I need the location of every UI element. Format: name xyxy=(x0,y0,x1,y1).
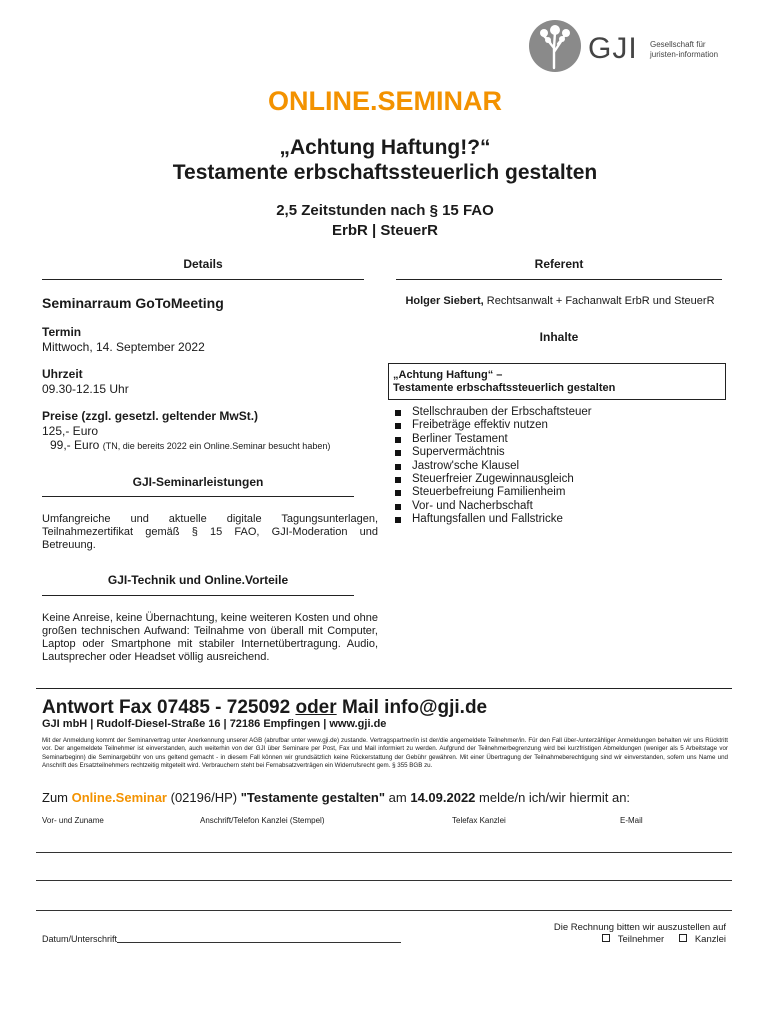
topic-item: Jastrow'sche Klausel xyxy=(394,460,592,473)
reg-title: "Testamente gestalten" xyxy=(240,790,386,805)
reply-or: oder xyxy=(295,697,337,718)
option-firm: Kanzlei xyxy=(694,934,726,945)
price-reduced-value: 99,- Euro xyxy=(50,438,100,452)
topic-item: Berliner Testament xyxy=(394,433,592,446)
invoice-options xyxy=(500,922,726,946)
topic-item: Vor- und Nacherbschaft xyxy=(394,500,592,513)
speaker-role: Rechtsanwalt + Fachanwalt ErbR und SteuerR xyxy=(486,295,715,307)
credit-hours: 2,5 Zeitstunden nach § 15 FAO xyxy=(276,202,494,219)
gji-logo xyxy=(528,18,738,76)
reg-suffix: melde/n ich/wir hiermit an: xyxy=(479,790,631,805)
tech-rule xyxy=(42,595,354,596)
title-line-1: „Achtung Haftung!?“ xyxy=(279,136,491,159)
option-participant: Teilnehmer xyxy=(617,934,665,945)
venue: Seminarraum GoToMeeting xyxy=(42,295,224,311)
topic-list xyxy=(394,406,592,527)
topic-item: Steuerbefreiung Familienheim xyxy=(394,486,592,499)
speaker-line xyxy=(390,295,730,307)
details-rule xyxy=(42,279,364,280)
tree-emblem-icon xyxy=(528,18,582,74)
signature-line xyxy=(117,942,401,943)
date-label: Termin xyxy=(42,325,82,339)
field-label-fax: Telefax Kanzlei xyxy=(452,816,506,825)
tech-text: Keine Anreise, keine Übernachtung, keine weiteren Kosten und ohne großen technischen Aufwand: Teilnahme von überall mit Computer, Laptop oder Smartphone mit stabiler Internetübertragung. Audio, Lautsprecher oder Headset völlig ausreichend. xyxy=(42,612,378,663)
logo-subtitle-2: juristen-information xyxy=(650,50,719,59)
entry-line-2[interactable] xyxy=(36,880,732,881)
logo-wordmark: GJI xyxy=(588,32,638,65)
time-label: Uhrzeit xyxy=(42,367,83,381)
field-label-email: E-Mail xyxy=(620,816,643,825)
checkbox-firm[interactable] xyxy=(679,934,687,942)
reg-code: (02196/HP) xyxy=(170,790,238,805)
logo-subtitle-1: Gesellschaft für xyxy=(650,40,706,49)
services-text: Umfangreiche und aktuelle digitale Tagungsunterlagen, Teilnahmezertifikat gemäß § 15 FAO, GJI-Moderation und Betreuung. xyxy=(42,513,378,551)
reg-type: Online.Seminar xyxy=(71,790,167,805)
services-heading: GJI-Seminarleistungen xyxy=(132,475,264,489)
field-label-name: Vor- und Zuname xyxy=(42,816,104,825)
price-reduced-note: (TN, die bereits 2022 ein Online.Seminar besucht haben) xyxy=(102,441,331,451)
speaker-heading: Referent xyxy=(534,257,584,271)
reply-fax: Antwort Fax 07485 - 725092 xyxy=(42,697,291,718)
topic-item: Steuerfreier Zugewinnausgleich xyxy=(394,473,592,486)
tech-heading: GJI-Technik und Online.Vorteile xyxy=(107,573,289,587)
reply-contact xyxy=(42,697,487,719)
date-value: Mittwoch, 14. September 2022 xyxy=(42,340,205,354)
speaker-rule xyxy=(396,279,722,280)
topic-item: Supervermächtnis xyxy=(394,446,592,459)
signature-field[interactable] xyxy=(42,934,401,944)
reg-am: am xyxy=(388,790,407,805)
price-label: Preise (zzgl. gesetzl. geltender MwSt.) xyxy=(42,409,259,423)
company-address: GJI mbH | Rudolf-Diesel-Straße 16 | 72186 Empfingen | www.gji.de xyxy=(42,718,387,730)
reg-date: 14.09.2022 xyxy=(410,790,476,805)
details-heading: Details xyxy=(183,257,223,271)
speaker-name: Holger Siebert, xyxy=(405,295,484,307)
registration-statement xyxy=(42,790,630,805)
invoice-choices xyxy=(500,934,726,946)
signature-label: Datum/Unterschrift xyxy=(42,934,118,944)
legal-areas: ErbR | SteuerR xyxy=(332,222,438,239)
topic-item: Haftungsfallen und Fallstricke xyxy=(394,513,592,526)
topic-item: Freibeträge effektiv nutzen xyxy=(394,419,592,432)
seminar-type: ONLINE.SEMINAR xyxy=(267,86,502,116)
services-rule xyxy=(42,496,354,497)
topic-box-line-1: „Achtung Haftung“ – xyxy=(393,369,503,381)
title-line-2: Testamente erbschaftssteuerlich gestalten xyxy=(172,161,598,184)
field-label-address: Anschrift/Telefon Kanzlei (Stempel) xyxy=(200,816,325,825)
entry-line-1[interactable] xyxy=(36,852,732,853)
checkbox-participant[interactable] xyxy=(602,934,610,942)
invoice-text: Die Rechnung bitten wir auszustellen auf xyxy=(553,922,726,933)
reg-prefix: Zum xyxy=(42,790,68,805)
content-heading: Inhalte xyxy=(539,330,579,344)
topic-item: Stellschrauben der Erbschaftsteuer xyxy=(394,406,592,419)
reply-mail: Mail info@gji.de xyxy=(341,697,488,718)
price-standard: 125,- Euro xyxy=(42,424,99,438)
reply-separator xyxy=(36,688,732,689)
price-reduced xyxy=(50,438,330,452)
time-value: 09.30-12.15 Uhr xyxy=(42,382,129,396)
topic-box-line-2: Testamente erbschaftssteuerlich gestalten xyxy=(393,382,616,394)
entry-line-3[interactable] xyxy=(36,910,732,911)
legal-terms: Mit der Anmeldung kommt der Seminarvertrag unter Anerkennung unserer AGB (abrufbar unter www.gji.de) zustande. Vertragspartner/in ist der/die angemeldete Teilnehmer/in. Für den Fall über-/unterzähliger Anmeldungen behalten wir uns Rücktritt vor. Der angemeldete Teilnehmer ist einverstanden, auch weiterhin von der GJI über Seminare per Post, Fax und Mail informiert zu werden. Aufgrund der Teilnehmerbegrenzung wird bei kurzfristigen Abmeldungen (weniger als 5 Arbeitstage vor Seminarbeginn) die Seminargebühr von uns geltend gemacht - in diesem Fall können wir grundsätzlich keine Rückerstattung der Gebühr gewähren. Mit einer Übertragung der Teilnahmeberechtigung sind wir einverstanden, sofern uns Name und Anschrift des Ersatzteilnehmers rechtzeitig mitgeteilt wird. Verbrauchern steht bei Fernabsatzverträgen ein Widerrufsrecht gem. § 355 BGB zu. xyxy=(42,737,728,770)
